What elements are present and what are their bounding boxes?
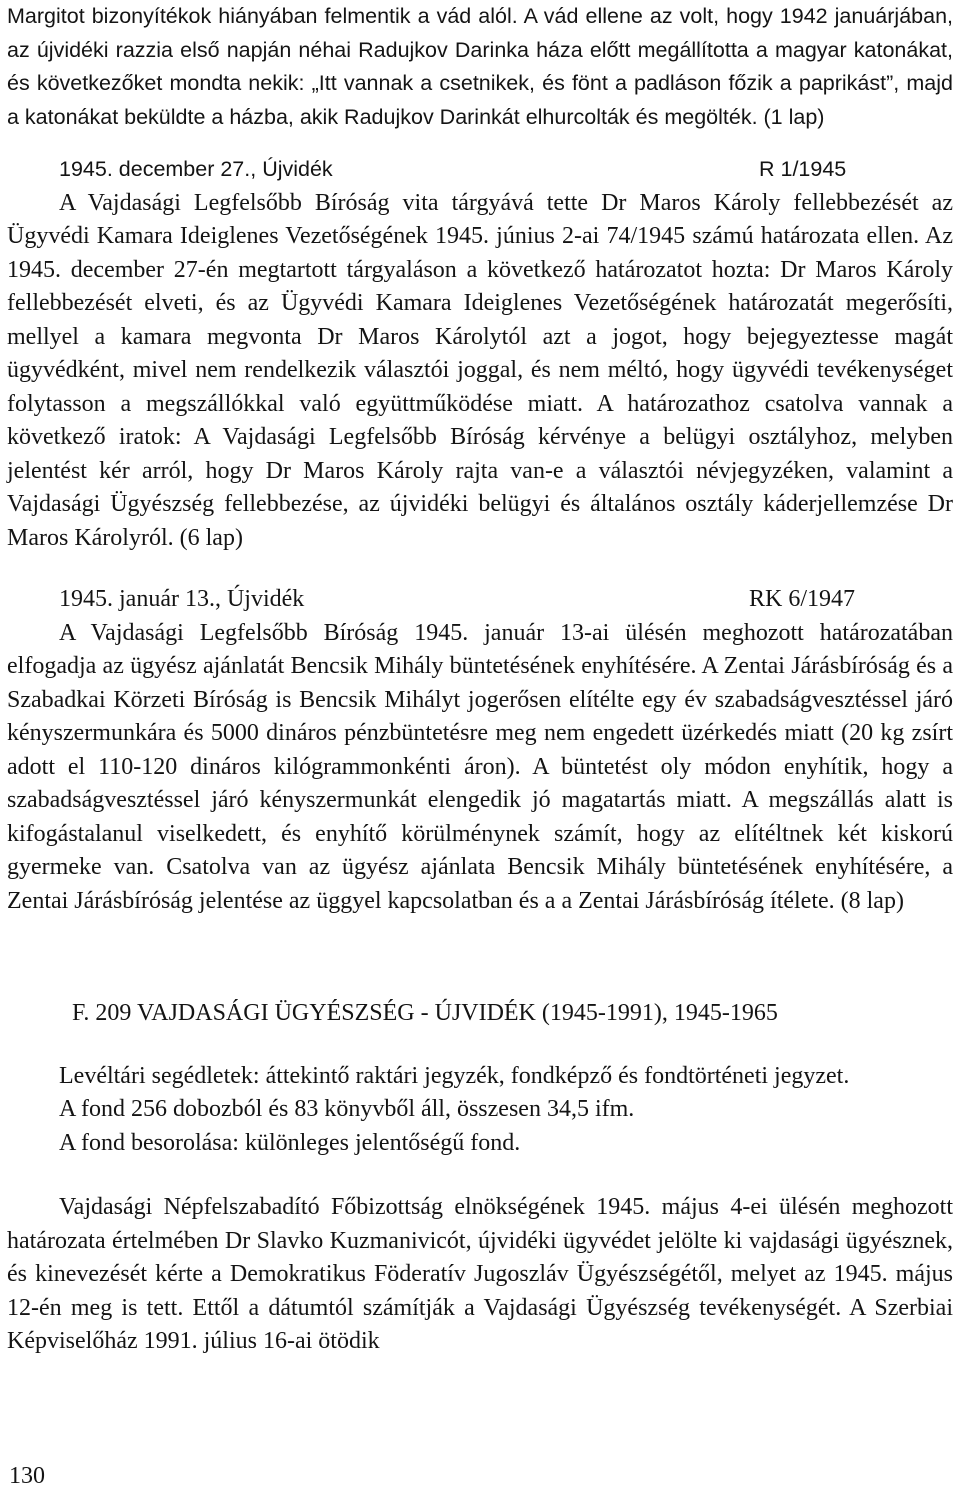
spacer <box>7 555 953 583</box>
spacer <box>7 918 953 997</box>
entry-reference: RK 6/1947 <box>749 586 856 612</box>
entry-reference: R 1/1945 <box>759 157 847 181</box>
entry-header <box>7 153 953 187</box>
fond-size-line: A fond 256 dobozból és 83 könyvből áll, összesen 34,5 ifm. <box>59 1096 635 1122</box>
fond-classification-line: A fond besorolása: különleges jelentőségű fond. <box>59 1129 521 1156</box>
fond-history-paragraph: Vajdasági Népfelszabadító Főbizottság elnökségének 1945. május 4-ei ülésén meghozott határozata értelmében Dr Slavko Kuzmanivicót, újvidéki ügyvédet jelölte ki vajdasági ügyésznek, és kinevezését kérte a Demokratikus Föderatív Jugoszláv Ügyészségétől, melyet az 1945. május 12-én meg is tett. Ettől a dátumtól számítják a Vajdasági Ügyészség tevékenységét. A Szerbiai Képviselőház 1991. július 16-ai ötödik <box>7 1194 953 1354</box>
entry-body: A Vajdasági Legfelsőbb Bíróság 1945. január 13-ai ülésén meghozott határozatában elfogadja az ügyész ajánlatát Bencsik Mihály büntetésének enyhítésére. A Zentai Járásbíróság és a Szabadkai Körzeti Bíróság is Bencsik Mihályt jogerősen elítélte egy év szabadságvesztéssel járó kényszermunkára és 5000 dináros pénzbüntetésre meg nem engedett üzérkedés miatt (20 kg zsírt adott el 110-120 dináros kilógrammonkénti áron). A büntetést oly módon enyhítik, hogy a szabadságvesztéssel járó kényszermunkát elengedik jó magatartás miatt. A megszállás alatt is kifogástalanul viselkedett, és enyhítő körülménynek számít, hogy az elítéltnek két kiskorú gyermeke van. Csatolva van az ügyész ajánlata Bencsik Mihály büntetésének enyhítésére, a Zentai Járásbíróság jelentése az üggyel kapcsolatban és a a Zentai Járásbíróság ítélete. (8 lap) <box>7 619 953 914</box>
spacer <box>7 1160 953 1191</box>
entry-body: A Vajdasági Legfelsőbb Bíróság vita tárgyává tette Dr Maros Károly fellebbezését az Ügyvédi Kamara Ideiglenes Vezetőségének 1945. június 2-ai 74/1945 számú határozata ellen. Az 1945. december 27-én megtartott tárgyaláson a következő határozatot hozta: Dr Maros Károly fellebbezését elveti, és az Ügyvédi Kamara Ideiglenes Vezetőségének határozatát megerősíti, mellyel a kamara megvonta Dr Maros Károlytól azt a jogot, hogy bejegyeztesse magát ügyvédként, mivel nem rendelkezik választói joggal, és nem méltó, hogy ügyvédi tevékenységet folytasson a megszállókkal való együttműködése miatt. A határozathoz csatolva vannak a következő iratok: A Vajdasági Legfelsőbb Bíróság kérvénye a belügyi osztályhoz, melyben jelentést kér arról, hogy Dr Maros Károly rajta van-e a választói névjegyzéken, valamint a Vajdasági Ügyészség fellebbezése, az újvidéki belügyi és általános osztály káderjellemzése Dr Maros Károlyról. (6 lap) <box>7 189 953 551</box>
page-number: 130 <box>9 1463 45 1489</box>
entry-date: 1945. január 13., Újvidék <box>59 586 305 612</box>
spacer <box>7 134 953 153</box>
spacer <box>7 1031 953 1060</box>
document-page <box>7 0 953 1359</box>
intro-paragraph: Margitot bizonyítékok hiányában felmentik a vád alól. A vád ellene az volt, hogy 1942 januárjában, az újvidéki razzia első napján néhai Radujkov Darinka háza előtt megállította a magyar katonákat, és következőket mondta nekik: „Itt vannak a csetnikek, és fönt a padláson főzik a paprikást”, majd a katonákat beküldte a házba, akik Radujkov Darinkát elhurcolták és megölték. (1 lap) <box>7 4 953 129</box>
entry-date: 1945. december 27., Újvidék <box>59 157 333 181</box>
fond-section-title: F. 209 VAJDASÁGI ÜGYÉSZSÉG - ÚJVIDÉK (1945-1991), 1945-1965 <box>72 1000 778 1026</box>
entry-header <box>7 583 953 617</box>
archival-aids-line: Levéltári segédletek: áttekintő raktári jegyzék, fondképző és fondtörténeti jegyzet. <box>59 1062 850 1089</box>
